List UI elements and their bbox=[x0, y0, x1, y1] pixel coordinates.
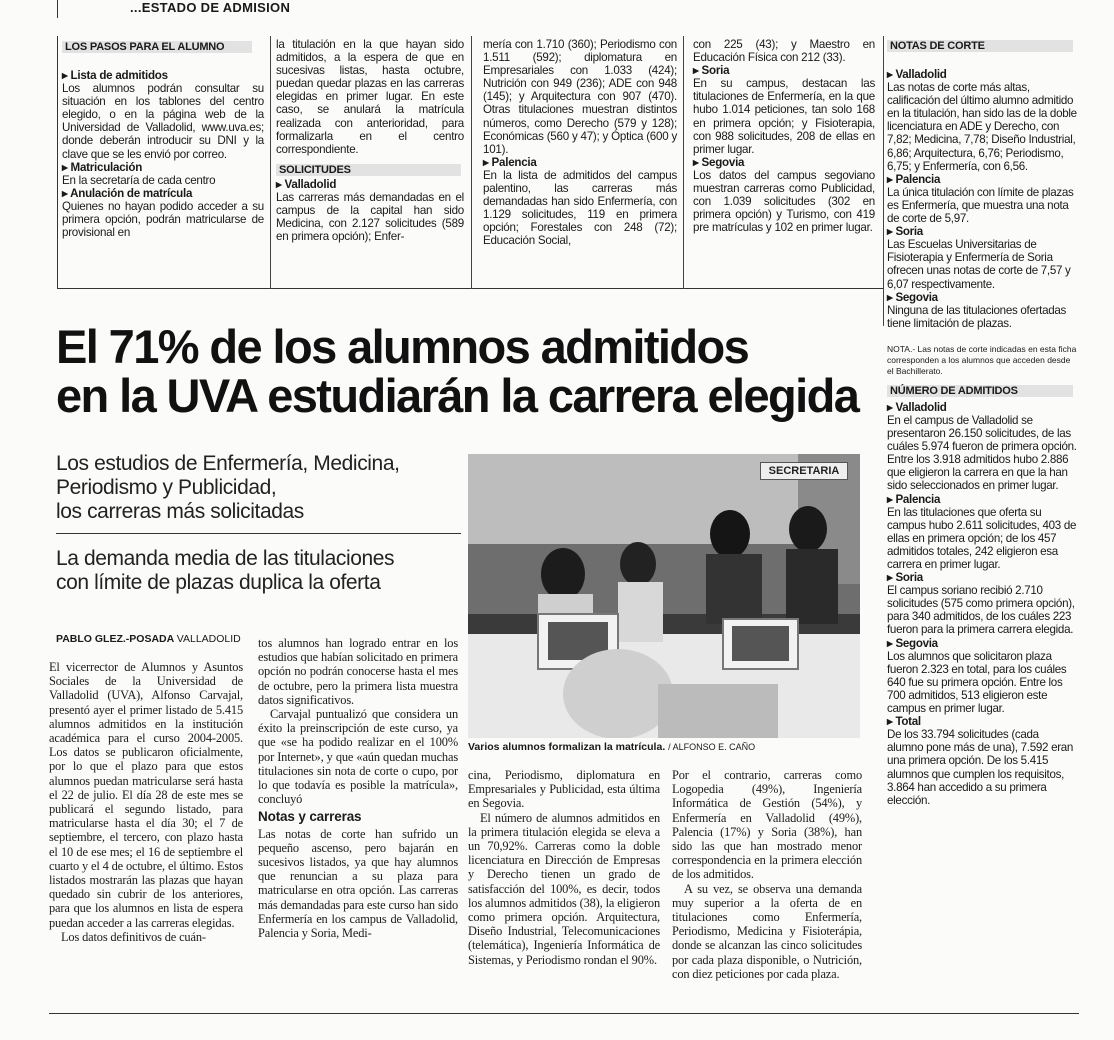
col4 bbox=[693, 38, 875, 234]
pasos-heading-3: ▸ Anulación de matrícula bbox=[62, 187, 264, 200]
solicitudes-text: Las carreras más demandadas en el campus de la capital han sido Medicina, con 2.127 solicitudes (589 en primera opción); Enfer- bbox=[276, 190, 464, 244]
subhead-1-line: los carreras más solicitadas bbox=[56, 500, 304, 523]
article-paragraph: A su vez, se observa una demanda muy superior a la oferta de en titulaciones como Enfermería, Periodismo, Medicina y Fisioterápia, donde se alcanzan las cinco solicitudes por cada plaza disponible, o Nutrición, con diez peticiones por cada plaza. bbox=[672, 881, 862, 981]
article-paragraph: El número de alumnos admitidos en la primera titulación elegida se eleva a un 70,92%. Carreras como la doble licenciatura en Dirección de Empresas y Derecho tienen un grado de satisfacción del 100%, es decir, todos los alumnos admitidos (38), la eligieron como primera opción. Arquitectura, Diseño Industrial, Telecomunicaciones (telemática), Ingeniería Informática de Sistemas, y Periodismo rondan el 90%. bbox=[468, 810, 660, 967]
pasos-tag: LOS PASOS PARA EL ALUMNO bbox=[62, 41, 252, 53]
col4-text: con 225 (43); y Maestro en Educación Física con 212 (33). bbox=[693, 38, 875, 65]
article-paragraph: Las notas de corte han sufrido un pequeño ascenso, pero bajarán en sucesivos listados, ya que hay alumnos que renuncian a su plaza para matricularse en otra opción. Las carreras más demandadas para este curso han sido Enfermería en los campus de Valladolid, Palencia y Soria, Medi- bbox=[258, 826, 458, 941]
col3-text: mería con 1.710 (360); Periodismo con 1.511 (592); diplomatura en Empresariales con 1.033 (424); Nutrición con 949 (236); ADE con 948 (145); y Arquitectura con 907 (470). Otras titulaciones muestran distintos números, como Derecho (579 y 128); Económicas (560 y 47); y Óptica (600 y 101). bbox=[483, 38, 677, 156]
article-paragraph: cina, Periodismo, diplomatura en Empresariales y Publicidad, esta última en Segovia. bbox=[468, 768, 660, 811]
notas-heading: ▸ Soria bbox=[887, 225, 1077, 238]
subhead-1 bbox=[56, 452, 461, 524]
solicitudes-heading: ▸ Valladolid bbox=[276, 178, 464, 191]
subhead-2 bbox=[56, 547, 461, 595]
column-divider bbox=[683, 36, 684, 289]
article-paragraph: El vicerrector de Alumnos y Asuntos Sociales de la Universidad de Valladolid (UVA), Alfonso Carvajal, presentó ayer el primer listado de 5.415 alumnos admitidos en la institución académica para el curso 2004-2005. Los datos se publicaron oficialmente, por lo que el plazo para que estos alumnos puedan matricularse será hasta el 22 de julio. El día 28 de este mes se publicará el segundo listado, para matricularse hasta el día 30; el 7 de septiembre, el tercero, con plazo hasta el 10 de ese mes; el 16 de septiembre el cuarto y el 4 de octubre, el último. Estos listados mostrarán las plazas que hayan quedado sin cubrir de los anteriores, para que los alumnos en lista de espera puedan acceder a las carreras elegidas. bbox=[49, 660, 243, 930]
subhead-1-line: Periodismo y Publicidad, bbox=[56, 476, 277, 499]
col4-heading-2: ▸ Segovia bbox=[693, 156, 875, 169]
pasos-heading-1: ▸ Lista de admitidos bbox=[62, 69, 264, 82]
col4-text2: En su campus, destacan las titulaciones de Enfermería, en la que hubo 1.014 peticiones, tan solo 168 en primera opción; y Fisioterapia, con 988 solicitudes, 208 de ellas en primer lugar. bbox=[693, 77, 875, 156]
col3-text2: En la lista de admitidos del campus palentino, las carreras más demandadas han sido Enfermería, con 1.129 solicitudes, 119 en primera opción; Forestales con 248 (72); Educación Social, bbox=[483, 168, 677, 248]
numero-item: Los alumnos que solicitaron plaza fueron 2.323 en total, para los cuáles 640 fue su primera opción. Entre los 700 admitidos, 513 eligieron este campus en primer lugar. bbox=[887, 649, 1067, 716]
notas-tag: NOTAS DE CORTE bbox=[887, 40, 1073, 52]
col4-text3: Los datos del campus segoviano muestran carreras como Publicidad, con 1.039 solicitudes (302 en primera opción) y Turismo, con 419 pre matrículas y 102 en primer lugar. bbox=[693, 168, 875, 235]
col3 bbox=[483, 38, 677, 248]
sidebar bbox=[887, 36, 1077, 807]
pasos-heading-2: ▸ Matriculación bbox=[62, 161, 264, 174]
pasos-text-2: En la secretaría de cada centro bbox=[62, 173, 216, 187]
article-paragraph: Carvajal puntualizó que considera un éxito la preinscripción de este curso, ya que «se ha podido realizar en el 100% por Internet», y que «aún quedan muchas titulaciones sin nota de corte o cupo, por lo que todavía es posible la matrícula», concluyó bbox=[258, 707, 458, 807]
pasos-column bbox=[62, 37, 264, 239]
notas-item: Las notas de corte más altas, calificación del último alumno admitido en la titulación, han sido las de la doble licenciatura en ADE y Derecho, con 7,82; Medicina, 7,78; Diseño Industrial, 6,86; Arquitectura, 6,76; Periodismo, 6,75; y Enfermería, con 6,56. bbox=[887, 81, 1077, 173]
column-divider bbox=[270, 36, 271, 289]
photo-illustration bbox=[468, 454, 860, 738]
subhead-1-line: Los estudios de Enfermería, Medicina, bbox=[56, 452, 400, 475]
subhead-2-line: con límite de plazas duplica la oferta bbox=[56, 571, 381, 594]
numero-item: De los 33.794 solicitudes (cada alumno pone más de una), 7.592 eran una primera opción. De los 5.415 alumnos que cumplen los requisitos, 3.864 han accedido a su primera elección. bbox=[887, 728, 1074, 807]
col4-heading-1: ▸ Soria bbox=[693, 64, 875, 77]
headline bbox=[56, 322, 876, 420]
notas-text bbox=[887, 68, 1077, 330]
pasos-text-3: Quienes no hayan podido acceder a su primera opción, podrán matricularse de provisional en bbox=[62, 199, 264, 240]
masthead-rule bbox=[57, 0, 58, 18]
numero-heading: ▸ Palencia bbox=[887, 493, 1077, 506]
article-subhead: Notas y carreras bbox=[258, 809, 362, 825]
notas-item: Ninguna de las titulaciones ofertadas tiene limitación de plazas. bbox=[887, 303, 1067, 330]
notas-item: Las Escuelas Universitarias de Fisioterapia y Enfermería de Soria ofrecen unas notas de corte de 7,57 y 6,07 respectivamente. bbox=[887, 238, 1071, 291]
numero-heading: ▸ Total bbox=[887, 715, 1077, 728]
col3-heading: ▸ Palencia bbox=[483, 156, 677, 169]
photo-caption bbox=[468, 741, 860, 753]
numero-heading: ▸ Soria bbox=[887, 571, 1077, 584]
section-masthead: ...ESTADO DE ADMISION bbox=[130, 0, 291, 15]
notas-heading: ▸ Segovia bbox=[887, 291, 1077, 304]
caption-credit: / ALFONSO E. CAÑO bbox=[668, 742, 756, 752]
byline-place: VALLADOLID bbox=[176, 633, 241, 645]
numero-tag: NÚMERO DE ADMITIDOS bbox=[887, 385, 1073, 397]
article-column-1 bbox=[49, 660, 243, 944]
notas-footnote: NOTA.- Las notas de corte indicadas en esta ficha corresponden a los alumnos que acceden desde el Bachillerato. bbox=[887, 343, 1077, 376]
article-paragraph: Por el contrario, carreras como Logopedia (49%), Ingeniería Informática de Gestión (54%), y Enfermería en Valladolid (49%), Palencia (17%) y Soria (38%), han sido las que han mostrado menor correspondencia en la primera elección de los admitidos. bbox=[672, 768, 862, 882]
pasos-text-1: Los alumnos podrán consultar su situación en los tablones del centro elegido, o en la página web de la Universidad de Valladolid, www.uva.es; donde deberán introducir su DNI y la clave que se les envió por correo. bbox=[62, 82, 264, 161]
headline-line-2: en la UVA estudiarán la carrera elegida bbox=[56, 369, 859, 422]
column-divider bbox=[471, 36, 472, 289]
notas-item: La única titulación con límite de plazas es Enfermería, que muestra una nota de corte de 5,97. bbox=[887, 185, 1074, 226]
article-column-3 bbox=[468, 768, 660, 967]
solicitudes-column bbox=[276, 38, 464, 243]
col2-text: la titulación en la que hayan sido admitidos, a la espera de que en sucesivas listas, hasta octubre, puedan quedar plazas en las carreras elegidas en primer lugar. En este caso, se anulará la matrícula realizada con anterioridad, para formalizarla en el centro correspondiente. bbox=[276, 38, 464, 156]
numero-item: En el campus de Valladolid se presentaron 26.150 solicitudes, de las cuáles 5.974 fueron de primera opción. Entre los 3.918 admitidos hubo 2.886 que eligieron la carrera en que la han sido seleccionados en primer lugar. bbox=[887, 413, 1077, 493]
numero-heading: ▸ Valladolid bbox=[887, 401, 1077, 414]
numero-text bbox=[887, 401, 1077, 807]
notas-heading: ▸ Palencia bbox=[887, 173, 1077, 186]
notas-heading: ▸ Valladolid bbox=[887, 68, 1077, 81]
subhead-divider bbox=[56, 533, 461, 534]
headline-line-1: El 71% de los alumnos admitidos bbox=[56, 320, 749, 373]
pasos-text bbox=[62, 69, 264, 239]
article-paragraph: Los datos definitivos de cuán- bbox=[61, 929, 206, 944]
column-divider bbox=[883, 36, 884, 326]
secretaria-sign: SECRETARIA bbox=[760, 462, 848, 480]
numero-heading: ▸ Segovia bbox=[887, 637, 1077, 650]
article-column-4 bbox=[672, 768, 862, 981]
numero-item: El campus soriano recibió 2.710 solicitudes (575 como primera opción), para 340 admitidos, de los cuáles 223 fueron para la primera carrera elegida. bbox=[887, 584, 1075, 637]
solicitudes-tag: SOLICITUDES bbox=[276, 164, 461, 176]
news-photo bbox=[468, 454, 860, 738]
subhead-2-line: La demanda media de las titulaciones bbox=[56, 547, 395, 570]
byline-author: PABLO GLEZ.-POSADA bbox=[56, 633, 174, 645]
article-column-2 bbox=[258, 636, 458, 940]
byline bbox=[56, 633, 256, 645]
caption-text: Varios alumnos formalizan la matrícula. bbox=[468, 741, 666, 753]
numero-item: En las titulaciones que oferta su campus hubo 2.611 solicitudes, 403 de ellas en primera opción; de los 457 admitidos totales, 242 eligieron esa carrera en primer lugar. bbox=[887, 505, 1077, 571]
bottom-rule bbox=[49, 1013, 1079, 1014]
article-paragraph: tos alumnos han logrado entrar en los estudios que habían solicitado en primera opción no podrán conocerse hasta el mes de octubre, pero la primera lista muestra datos significativos. bbox=[258, 636, 458, 707]
